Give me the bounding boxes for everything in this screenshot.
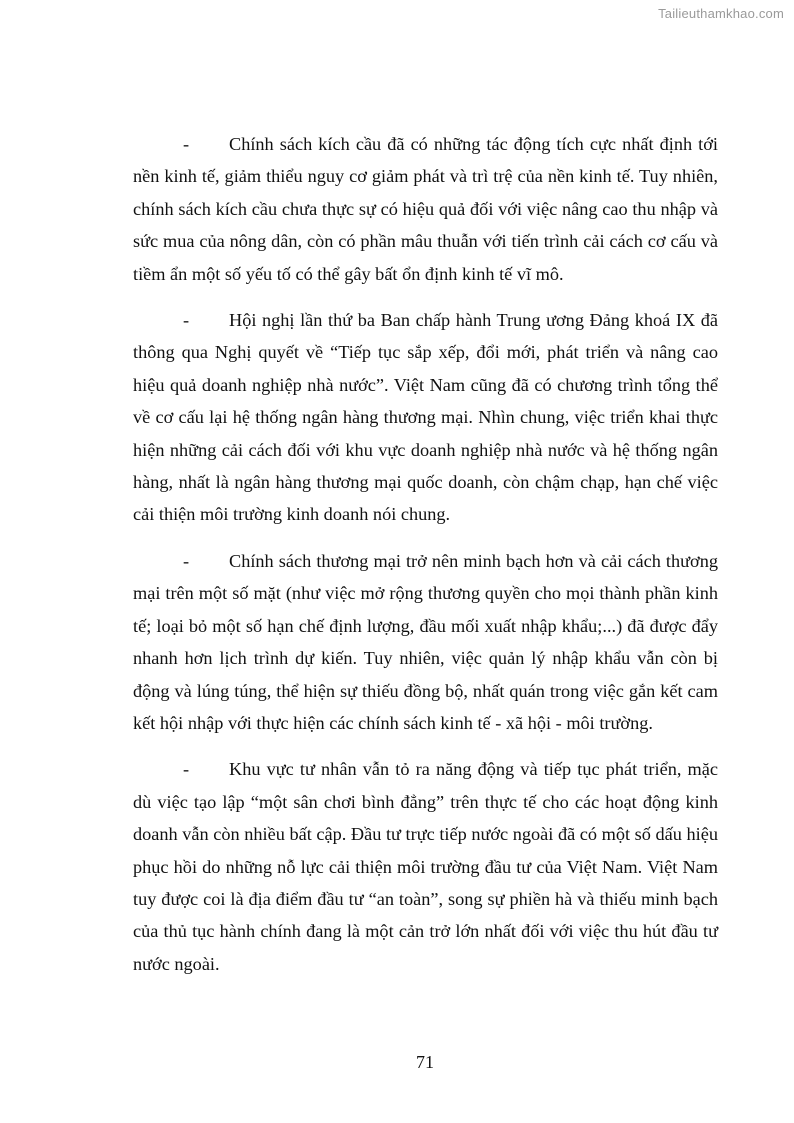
bullet-dash: - xyxy=(183,310,190,331)
watermark-text: Tailieuthamkhao.com xyxy=(658,6,784,21)
paragraph-4 xyxy=(133,753,718,980)
paragraph-text: Chính sách kích cầu đã có những tác động tích cực nhất định tới nền kinh tế, giảm thiểu nguy cơ giảm phát và trì trệ của nền kinh tế. Tuy nhiên, chính sách kích cầu chưa thực sự có hiệu quả đối với việc nâng cao thu nhập và sức mua của nông dân, còn có phần mâu thuẫn với tiến trình cải cách cơ cấu và tiềm ẩn một số yếu tố có thể gây bất ổn định kinh tế vĩ mô. xyxy=(133,134,718,284)
paragraph-text: Hội nghị lần thứ ba Ban chấp hành Trung ương Đảng khoá IX đã thông qua Nghị quyết về “Tiếp tục sắp xếp, đổi mới, phát triển và nâng cao hiệu quả doanh nghiệp nhà nước”. Việt Nam cũng đã có chương trình tổng thể về cơ cấu lại hệ thống ngân hàng thương mại. Nhìn chung, việc triển khai thực hiện những cải cách đối với khu vực doanh nghiệp nhà nước và hệ thống ngân hàng, nhất là ngân hàng thương mại quốc doanh, còn chậm chạp, hạn chế việc cải thiện môi trường kinh doanh nói chung. xyxy=(133,310,718,525)
bullet-dash: - xyxy=(183,759,190,780)
paragraph-1 xyxy=(133,128,718,290)
paragraph-2 xyxy=(133,304,718,531)
bullet-dash: - xyxy=(183,550,190,571)
document-body xyxy=(133,128,718,994)
paragraph-text: Khu vực tư nhân vẫn tỏ ra năng động và tiếp tục phát triển, mặc dù việc tạo lập “một sân chơi bình đẳng” trên thực tế cho các hoạt động kinh doanh vẫn còn nhiều bất cập. Đầu tư trực tiếp nước ngoài đã có một số dấu hiệu phục hồi do những nỗ lực cải thiện môi trường đầu tư của Việt Nam. Việt Nam tuy được coi là địa điểm đầu tư “an toàn”, song sự phiền hà và thiếu minh bạch của thủ tục hành chính đang là một cản trở lớn nhất đối với việc thu hút đầu tư nước ngoài. xyxy=(133,759,718,974)
page-number: 71 xyxy=(416,1052,434,1072)
paragraph-3 xyxy=(133,545,718,739)
paragraph-text: Chính sách thương mại trở nên minh bạch hơn và cải cách thương mại trên một số mặt (như việc mở rộng thương quyền cho mọi thành phần kinh tế; loại bỏ một số hạn chế định lượng, đầu mối xuất nhập khẩu;...) đã được đẩy nhanh hơn lịch trình dự kiến. Tuy nhiên, việc quản lý nhập khẩu vẫn còn bị động và lúng túng, thể hiện sự thiếu đồng bộ, nhất quán trong việc gắn kết cam kết hội nhập với thực hiện các chính sách kinh tế - xã hội - môi trường. xyxy=(133,550,718,733)
bullet-dash: - xyxy=(183,134,190,154)
